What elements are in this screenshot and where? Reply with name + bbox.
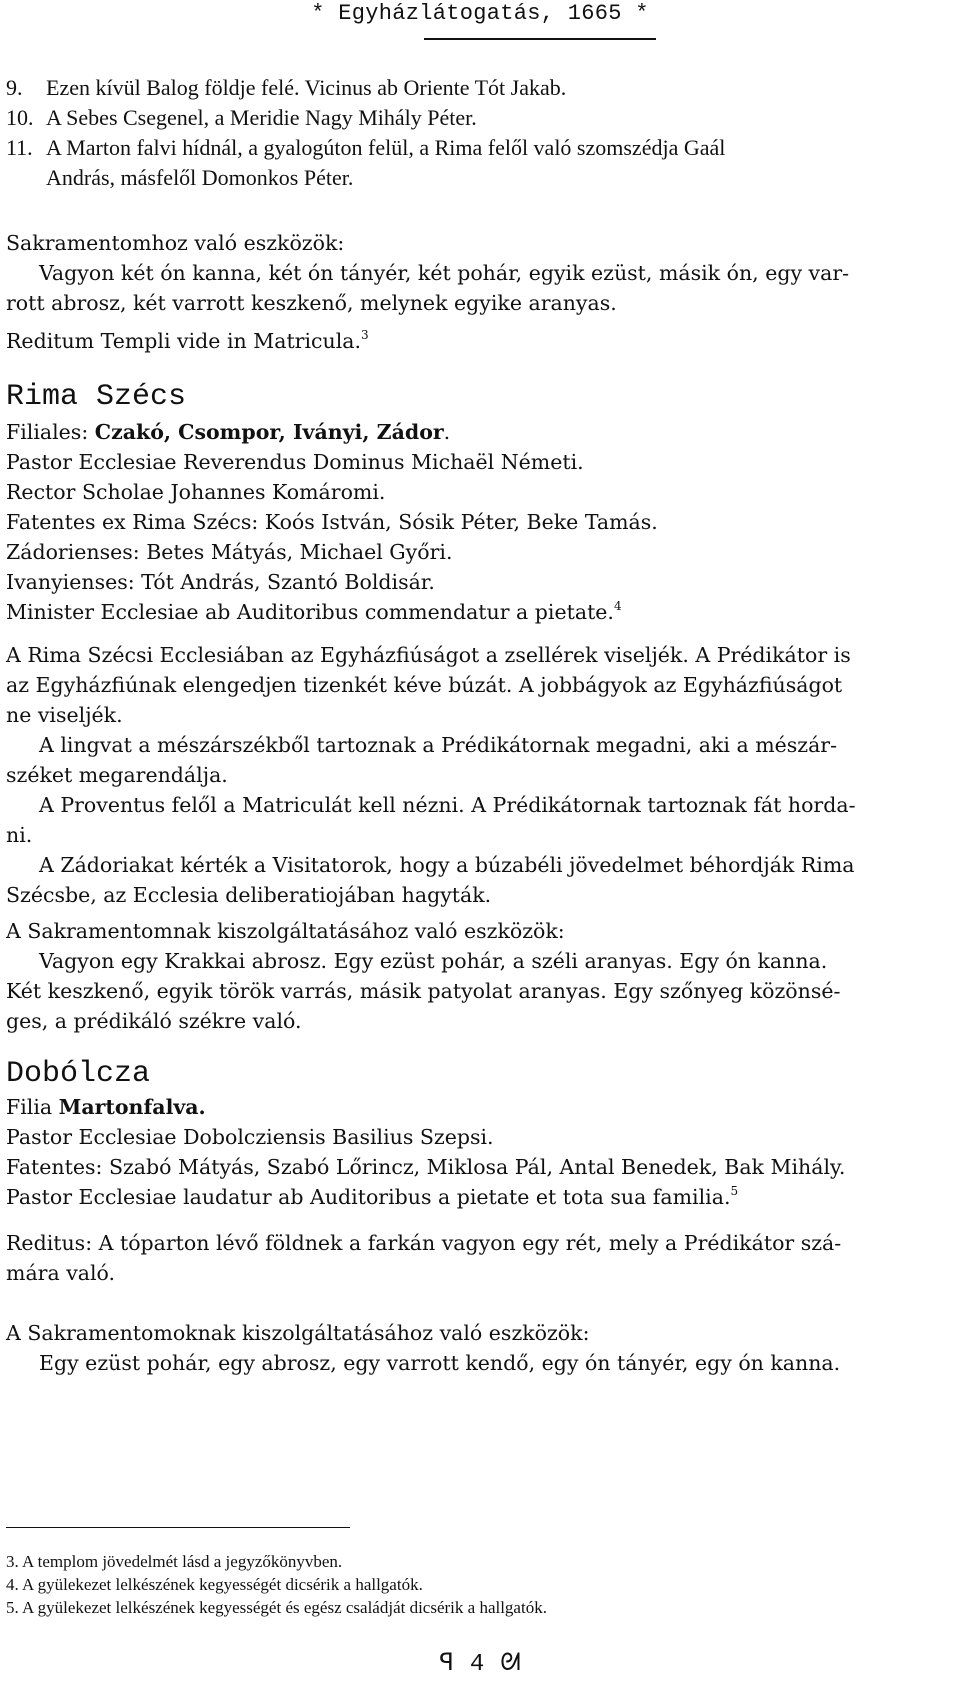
footnote-ref: 3 <box>361 328 369 342</box>
detail-line: Pastor Ecclesiae Reverendus Dominus Michaël Németi. <box>6 450 584 474</box>
footnote: 3. A templom jövedelmét lásd a jegyzőkönyvben. <box>6 1552 343 1571</box>
footnote: 4. A gyülekezet lelkészének kegyességét dicsérik a hallgatók. <box>6 1575 423 1594</box>
item-text: A Marton falvi hídnál, a gyalogúton felül, a Rima felől való szomszédja Gaál <box>46 135 726 160</box>
filia-label: Filia <box>6 1095 59 1119</box>
paragraph-line: az Egyházfiúnak elengedjen tizenkét kéve búzát. A jobbágyok az Egyházfiúságot <box>6 673 843 697</box>
detail-line: Rector Scholae Johannes Komáromi. <box>6 480 386 504</box>
paragraph-line: A Zádoriakat kérték a Visitatorok, hogy a búzabéli jövedelmet béhordják Rima <box>39 853 855 877</box>
reditus-paragraph <box>6 1228 952 1288</box>
dobolcza-tools <box>6 1318 952 1378</box>
tools-line: Vagyon egy Krakkai abrosz. Egy ezüst pohár, a széli aranyas. Egy ón kanna. <box>39 949 828 973</box>
item-continuation: András, másfelől Domonkos Péter. <box>46 165 354 190</box>
header-rule <box>424 38 656 40</box>
tools-title: Sakramentomhoz való eszközök: <box>6 231 345 255</box>
tools-line: rott abrosz, két varrott keszkenő, melynek egyike aranyas. <box>6 291 617 315</box>
paragraph-line: ni. <box>6 823 33 847</box>
tools-title: A Sakramentomoknak kiszolgáltatásához való eszközök: <box>6 1321 590 1345</box>
footnote-rule <box>6 1527 350 1528</box>
rima-paragraphs <box>6 640 952 910</box>
filiales-label: Filiales: <box>6 420 95 444</box>
tools-line: Két keszkenő, egyik török varrás, másik patyolat aranyas. Egy szőnyeg közönsé- <box>6 979 841 1003</box>
tools-line: Egy ezüst pohár, egy abrosz, egy varrott kendő, egy ón tányér, egy ón kanna. <box>39 1351 841 1375</box>
paragraph-line: széket megarendálja. <box>6 763 228 787</box>
item-number: 10. <box>6 105 34 130</box>
detail-line: Fatentes: Szabó Mátyás, Szabó Lőrincz, Miklosa Pál, Antal Benedek, Bak Mihály. <box>6 1155 846 1179</box>
footnote-ref: 5 <box>730 1184 739 1198</box>
detail-line: Fatentes ex Rima Szécs: Koós István, Sósik Péter, Beke Tamás. <box>6 510 658 534</box>
detail-line: Pastor Ecclesiae Dobolcziensis Basilius Szepsi. <box>6 1125 494 1149</box>
paragraph-line: ne viseljék. <box>6 703 123 727</box>
paragraph-line: A Proventus felől a Matriculát kell nézni. A Prédikátornak tartoznak fát horda- <box>39 793 856 817</box>
tools-line: ges, a prédikáló székre való. <box>6 1009 302 1033</box>
tools-title: A Sakramentomnak kiszolgáltatásához való eszközök: <box>6 919 565 943</box>
item-number: 9. <box>6 75 23 100</box>
item-number: 11. <box>6 135 33 160</box>
page-number: 4 <box>469 1651 485 1678</box>
tools-line: Vagyon két ón kanna, két ón tányér, két pohár, egyik ezüst, másik ón, egy var- <box>39 261 850 285</box>
section-heading: Dobólcza <box>6 1057 151 1091</box>
minister-line <box>6 597 952 627</box>
filiales-line <box>6 417 952 447</box>
tools-section <box>6 228 952 318</box>
left-ornament-icon: ꟼ <box>439 1651 454 1678</box>
minister-text: Minister Ecclesiae ab Auditoribus commendatur a pietate. <box>6 600 614 624</box>
footnotes <box>6 1550 906 1619</box>
filia-line <box>6 1092 952 1122</box>
laudatur-text: Pastor Ecclesiae laudatur ab Auditoribus a pietate et tota sua familia. <box>6 1185 731 1209</box>
item-text: A Sebes Csegenel, a Meridie Nagy Mihály Péter. <box>46 105 477 130</box>
rima-details <box>6 417 952 627</box>
paragraph-line: A Rima Szécsi Ecclesiában az Egyházfiúságot a zsellérek viseljék. A Prédikátor is <box>6 643 851 667</box>
paragraph-line: A lingvat a mészárszékből tartoznak a Prédikátornak megadni, aki a mészár- <box>39 733 838 757</box>
running-header: * Egyházlátogatás, 1665 * <box>311 1 649 26</box>
filiales-end: . <box>443 420 451 444</box>
footnote: 5. A gyülekezet lelkészének kegyességét és egész családját dicsérik a hallgatók. <box>6 1598 547 1617</box>
filiales-names: Czakó, Csompor, Iványi, Zádor <box>94 420 444 444</box>
paragraph-line: Reditus: A tóparton lévő földnek a farkán vagyon egy rét, mely a Prédikátor szá- <box>6 1231 842 1255</box>
page-number-footer <box>0 1650 960 1680</box>
section-heading: Rima Szécs <box>6 380 187 414</box>
reditum-text: Reditum Templi vide in Matricula. <box>6 329 362 353</box>
dobolcza-details <box>6 1092 952 1212</box>
item-text: Ezen kívül Balog földje felé. Vicinus ab Oriente Tót Jakab. <box>46 75 567 100</box>
detail-line: Ivanyienses: Tót András, Szantó Boldisár. <box>6 570 435 594</box>
paragraph-line: Szécsbe, az Ecclesia deliberatiojában hagyták. <box>6 883 492 907</box>
detail-line: Zádorienses: Betes Mátyás, Michael Győri. <box>6 540 453 564</box>
list-item <box>6 103 952 133</box>
list-item <box>6 73 952 103</box>
right-ornament-icon: ᘛ <box>500 1651 521 1678</box>
rima-tools <box>6 916 952 1036</box>
footnote-ref: 4 <box>613 599 622 613</box>
reditum-line <box>6 326 952 356</box>
numbered-list <box>6 73 952 193</box>
laudatur-line <box>6 1182 952 1212</box>
paragraph-line: mára való. <box>6 1261 116 1285</box>
filia-name: Martonfalva. <box>58 1095 206 1119</box>
list-item <box>6 133 952 163</box>
